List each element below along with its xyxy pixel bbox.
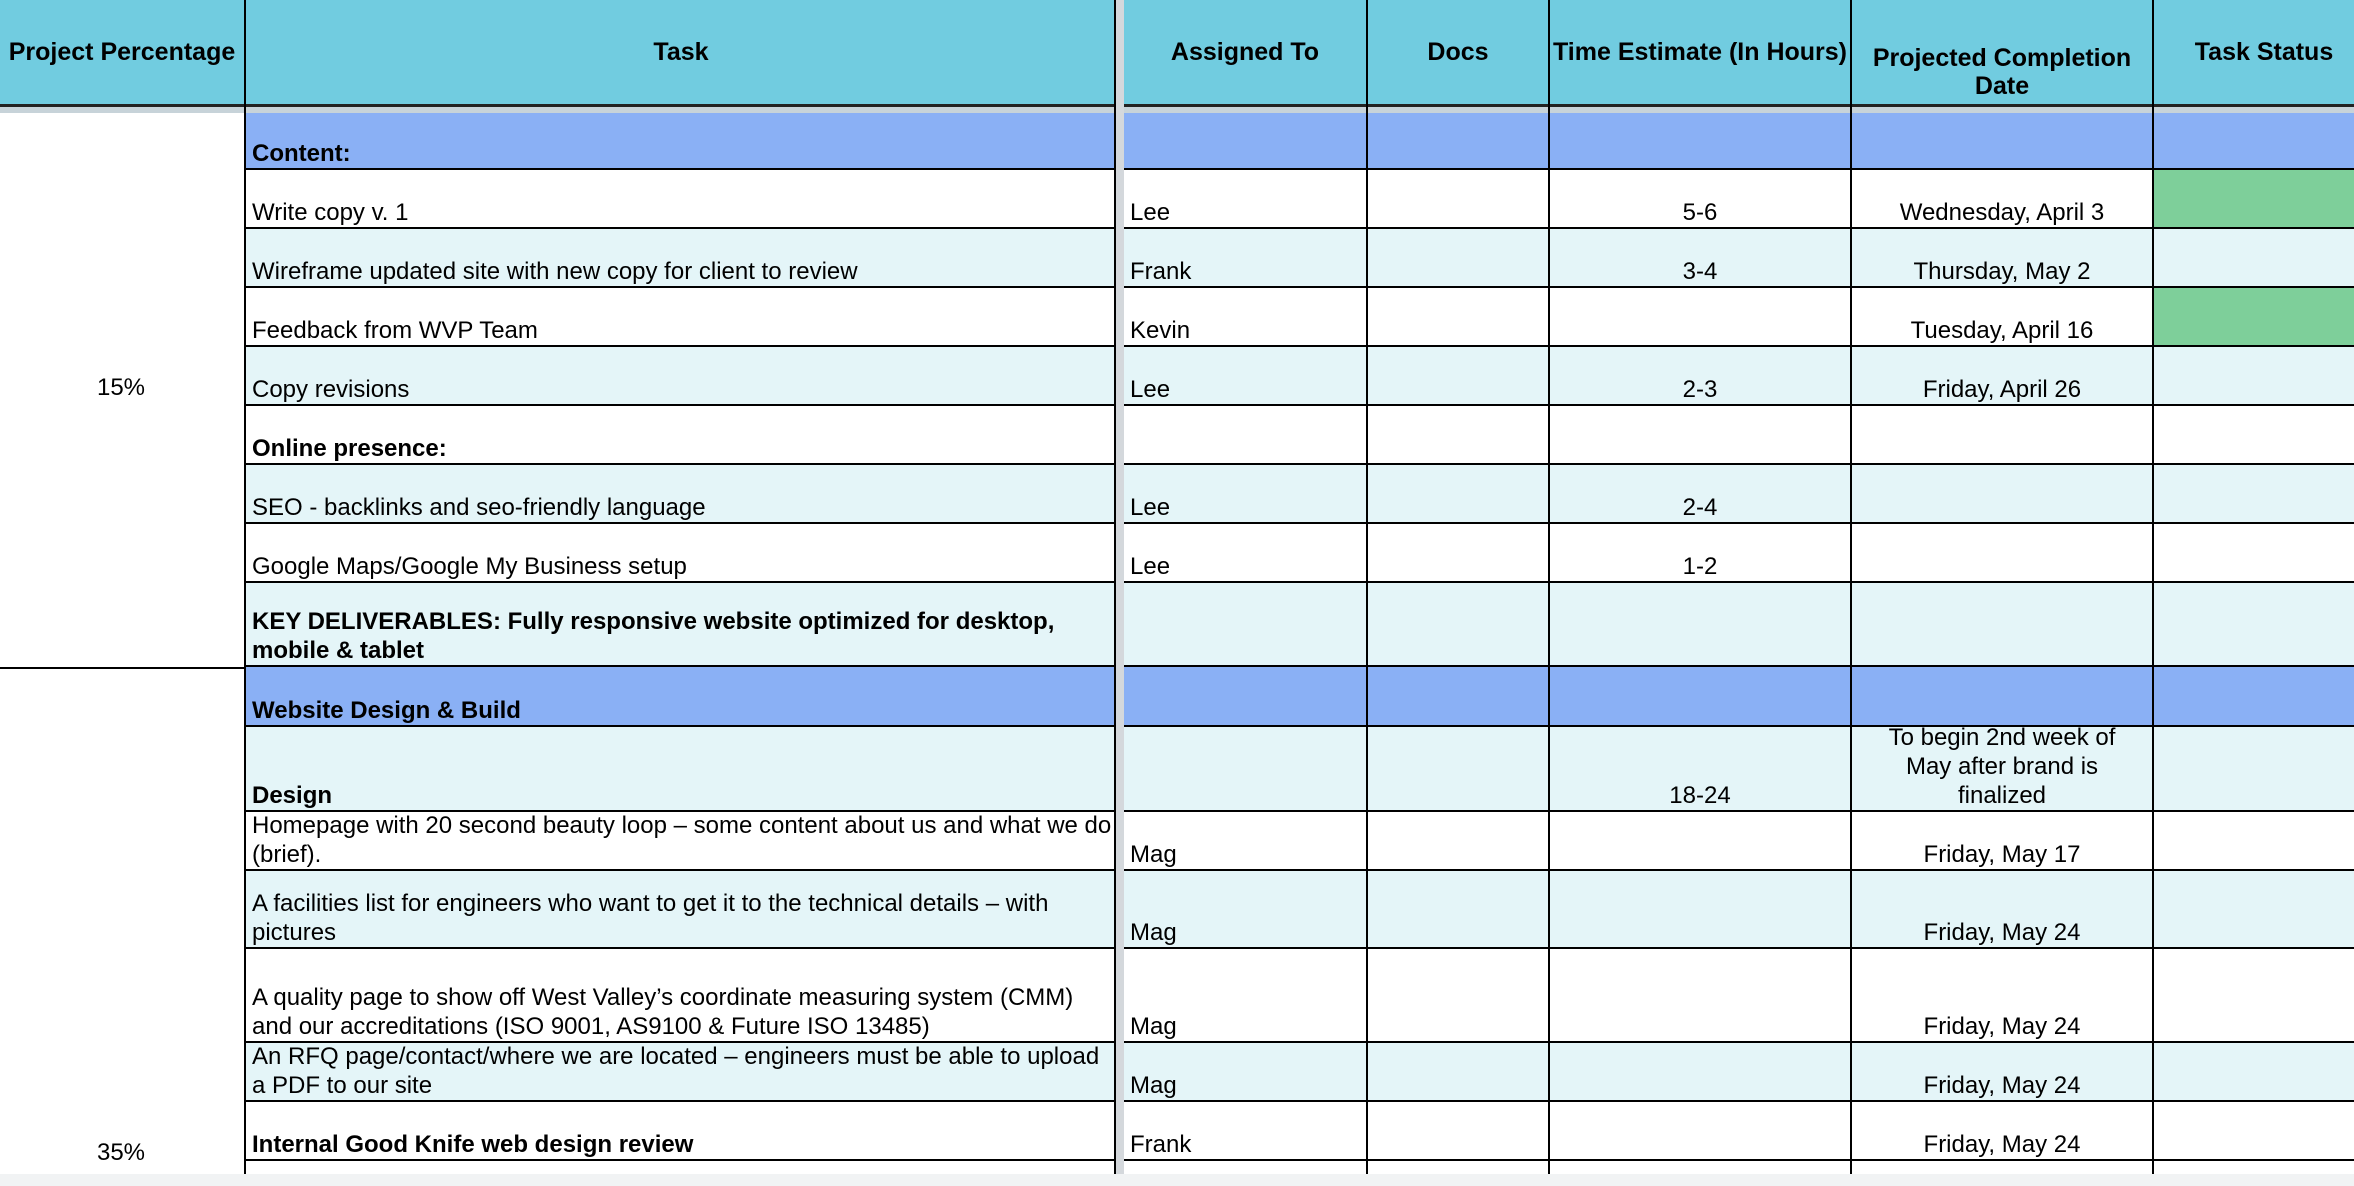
docs-cell[interactable]: [1368, 288, 1548, 347]
table-row[interactable]: [246, 170, 2354, 229]
task-cell[interactable]: Online presence:: [252, 435, 447, 462]
docs-cell[interactable]: [1368, 1043, 1548, 1102]
task-status-cell[interactable]: [2154, 583, 2354, 667]
completion-date-cell[interactable]: To begin 2nd week of May after brand is finalized: [1888, 724, 2116, 809]
task-cell[interactable]: An RFQ page/contact/where we are located – engineers must be able to upload a PDF to our site: [252, 1043, 1100, 1099]
table-row[interactable]: [246, 288, 2354, 347]
header-assigned-to[interactable]: Assigned To: [1170, 38, 1320, 66]
col-divider-a: [244, 0, 246, 1174]
task-status-cell[interactable]: [2154, 170, 2354, 229]
header-task-status[interactable]: Task Status: [2194, 38, 2334, 66]
section-percentage-design[interactable]: 35%: [96, 1139, 146, 1166]
table-row[interactable]: [246, 871, 2354, 949]
time-estimate-cell[interactable]: 5-6: [1682, 199, 1718, 226]
assigned-to-cell[interactable]: Lee: [1130, 199, 1171, 226]
sheet-bottom-edge: [0, 1174, 2354, 1186]
time-estimate-cell[interactable]: 1-2: [1682, 553, 1718, 580]
assigned-to-cell[interactable]: Lee: [1130, 376, 1171, 403]
task-status-cell[interactable]: [2154, 949, 2354, 1043]
assigned-to-cell[interactable]: Mag: [1130, 841, 1177, 868]
task-status-cell[interactable]: [2154, 347, 2354, 406]
time-estimate-cell[interactable]: 2-4: [1682, 494, 1718, 521]
table-row[interactable]: [246, 583, 2354, 667]
col-divider-e: [1850, 0, 1852, 1174]
section-percentage-content[interactable]: 15%: [96, 374, 146, 401]
docs-cell[interactable]: [1368, 667, 1548, 727]
docs-cell[interactable]: [1368, 524, 1548, 583]
assigned-to-cell[interactable]: Mag: [1130, 919, 1177, 946]
task-cell[interactable]: Website Design & Build: [252, 697, 521, 724]
assigned-to-cell[interactable]: Mag: [1130, 1013, 1177, 1040]
docs-cell[interactable]: [1368, 1102, 1548, 1161]
task-status-cell[interactable]: [2154, 1102, 2354, 1161]
task-cell[interactable]: Wireframe updated site with new copy for client to review: [252, 258, 858, 285]
frozen-column-divider[interactable]: [1116, 0, 1124, 1174]
header-project-percentage[interactable]: Project Percentage: [8, 38, 236, 66]
task-status-cell[interactable]: [2154, 288, 2354, 347]
docs-cell[interactable]: [1368, 871, 1548, 949]
task-cell[interactable]: SEO - backlinks and seo-friendly language: [252, 494, 706, 521]
header-docs[interactable]: Docs: [1427, 38, 1489, 66]
task-cell[interactable]: Internal Good Knife web design review: [252, 1131, 694, 1158]
table-row[interactable]: [246, 347, 2354, 406]
task-status-cell[interactable]: [2154, 727, 2354, 812]
table-row[interactable]: [246, 1102, 2354, 1161]
completion-date-cell[interactable]: Friday, May 24: [1923, 1131, 2081, 1158]
col-divider-f: [2152, 0, 2154, 1174]
time-estimate-cell[interactable]: 3-4: [1682, 258, 1718, 285]
task-status-cell[interactable]: [2154, 871, 2354, 949]
section-divider: [0, 667, 246, 669]
task-status-cell[interactable]: [2154, 113, 2354, 170]
table-row[interactable]: [246, 524, 2354, 583]
row-gridline: [246, 1159, 2354, 1161]
docs-cell[interactable]: [1368, 406, 1548, 465]
completion-date-cell[interactable]: Friday, May 24: [1923, 919, 2081, 946]
completion-date-cell[interactable]: Thursday, May 2: [1913, 258, 2091, 285]
table-row[interactable]: [246, 724, 2354, 812]
task-cell[interactable]: KEY DELIVERABLES: Fully responsive website optimized for desktop, mobile & tablet: [252, 608, 1055, 664]
task-cell[interactable]: Feedback from WVP Team: [252, 317, 538, 344]
task-cell[interactable]: Copy revisions: [252, 376, 410, 403]
assigned-to-cell[interactable]: Kevin: [1130, 317, 1191, 344]
completion-date-cell[interactable]: Friday, May 24: [1923, 1072, 2081, 1099]
header-projected-completion[interactable]: Projected Completion Date: [1872, 44, 2132, 100]
time-estimate-cell[interactable]: 2-3: [1682, 376, 1718, 403]
docs-cell[interactable]: [1368, 727, 1548, 812]
task-status-cell[interactable]: [2154, 1043, 2354, 1102]
task-status-cell[interactable]: [2154, 465, 2354, 524]
time-estimate-cell[interactable]: 18-24: [1669, 782, 1731, 809]
docs-cell[interactable]: [1368, 347, 1548, 406]
task-status-cell[interactable]: [2154, 524, 2354, 583]
task-status-cell[interactable]: [2154, 667, 2354, 727]
assigned-to-cell[interactable]: Frank: [1130, 258, 1192, 285]
table-row[interactable]: [246, 465, 2354, 524]
task-cell[interactable]: Google Maps/Google My Business setup: [252, 553, 687, 580]
docs-cell[interactable]: [1368, 229, 1548, 288]
task-cell[interactable]: A quality page to show off West Valley’s coordinate measuring system (CMM) and our accreditations (ISO 9001, AS9100 & Future ISO 13485): [252, 984, 1074, 1040]
completion-date-cell[interactable]: Friday, April 26: [1922, 376, 2082, 403]
task-cell[interactable]: Design: [252, 782, 333, 809]
col-divider-d: [1548, 0, 1550, 1174]
task-cell[interactable]: A facilities list for engineers who want to get it to the technical details – with pictures: [252, 890, 1049, 946]
task-status-cell[interactable]: [2154, 406, 2354, 465]
completion-date-cell[interactable]: Friday, May 24: [1923, 1013, 2081, 1040]
docs-cell[interactable]: [1368, 949, 1548, 1043]
completion-date-cell[interactable]: Wednesday, April 3: [1899, 199, 2105, 226]
table-row[interactable]: [246, 229, 2354, 288]
assigned-to-cell[interactable]: Lee: [1130, 553, 1171, 580]
completion-date-cell[interactable]: Tuesday, April 16: [1910, 317, 2094, 344]
completion-date-cell[interactable]: Friday, May 17: [1923, 841, 2081, 868]
task-status-cell[interactable]: [2154, 812, 2354, 871]
table-row[interactable]: [246, 949, 2354, 1043]
header-time-estimate[interactable]: Time Estimate (In Hours): [1552, 38, 1848, 66]
table-row[interactable]: [246, 406, 2354, 465]
col-divider-c: [1366, 0, 1368, 1174]
assigned-to-cell[interactable]: Lee: [1130, 494, 1171, 521]
section-header-row[interactable]: [246, 667, 2354, 727]
table-row[interactable]: [246, 1043, 2354, 1102]
table-row[interactable]: [246, 812, 2354, 871]
assigned-to-cell[interactable]: Mag: [1130, 1072, 1177, 1099]
task-cell[interactable]: Content:: [252, 140, 351, 167]
assigned-to-cell[interactable]: Frank: [1130, 1131, 1192, 1158]
header-task[interactable]: Task: [653, 38, 709, 66]
docs-cell[interactable]: [1368, 113, 1548, 170]
docs-cell[interactable]: [1368, 583, 1548, 667]
task-cell[interactable]: Homepage with 20 second beauty loop – some content about us and what we do (brief).: [252, 812, 1112, 868]
task-cell[interactable]: Write copy v. 1: [252, 199, 409, 226]
docs-cell[interactable]: [1368, 465, 1548, 524]
section-header-row[interactable]: [246, 113, 2354, 170]
docs-cell[interactable]: [1368, 170, 1548, 229]
task-status-cell[interactable]: [2154, 229, 2354, 288]
docs-cell[interactable]: [1368, 812, 1548, 871]
